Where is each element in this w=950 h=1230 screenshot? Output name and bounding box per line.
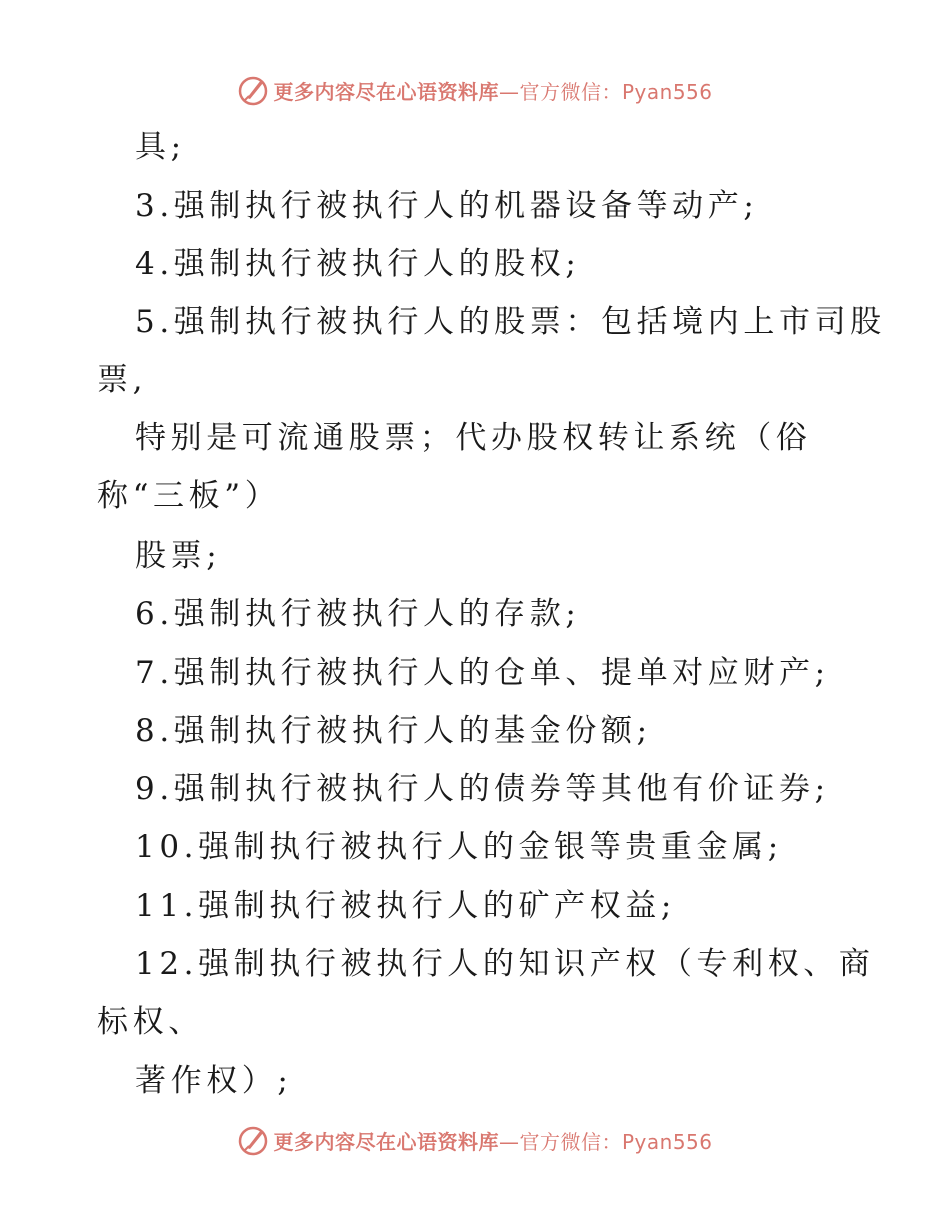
header-banner-contact: 官方微信： — [519, 79, 622, 104]
text-line-15: 12.强制执行被执行人的知识产权（专利权、商 — [135, 946, 875, 982]
text-line-17: 著作权）; — [135, 1063, 293, 1099]
footer-banner-id: Pyan556 — [621, 1129, 713, 1154]
text-line-13: 10.强制执行被执行人的金银等贵重金属; — [135, 829, 783, 865]
footer-banner-main: 更多内容尽在心语资料库 — [273, 1129, 499, 1154]
footer-banner-contact: 官方微信： — [519, 1129, 622, 1154]
text-line-2: 3.强制执行被执行人的机器设备等动产; — [135, 188, 759, 224]
footer-banner-sep: — — [498, 1129, 520, 1154]
header-banner — [0, 70, 950, 110]
text-line-3: 4.强制执行被执行人的股权; — [135, 246, 581, 282]
text-line-11: 8.强制执行被执行人的基金份额; — [135, 713, 652, 749]
text-line-1: 具; — [135, 129, 186, 165]
text-line-4: 5.强制执行被执行人的股票：包括境内上市司股 — [135, 304, 886, 340]
text-line-16: 标权、 — [97, 1004, 204, 1040]
text-line-5: 票, — [97, 362, 148, 398]
text-line-7: 称“三板”） — [97, 478, 281, 514]
text-line-8: 股票; — [135, 538, 222, 574]
footer-banner-text — [273, 1126, 712, 1155]
text-line-10: 7.强制执行被执行人的仓单、提单对应财产; — [135, 655, 830, 691]
quill-logo-icon — [237, 1124, 269, 1156]
header-banner-id: Pyan556 — [621, 79, 713, 104]
footer-banner — [0, 1120, 950, 1160]
header-banner-text — [273, 76, 712, 105]
text-line-14: 11.强制执行被执行人的矿产权益; — [135, 888, 676, 924]
header-banner-main: 更多内容尽在心语资料库 — [273, 79, 499, 104]
text-line-12: 9.强制执行被执行人的债券等其他有价证券; — [135, 771, 830, 807]
text-line-6: 特别是可流通股票；代办股权转让系统（俗 — [135, 420, 812, 456]
header-banner-sep: — — [498, 79, 520, 104]
quill-logo-icon — [237, 74, 269, 106]
text-line-9: 6.强制执行被执行人的存款; — [135, 596, 581, 632]
